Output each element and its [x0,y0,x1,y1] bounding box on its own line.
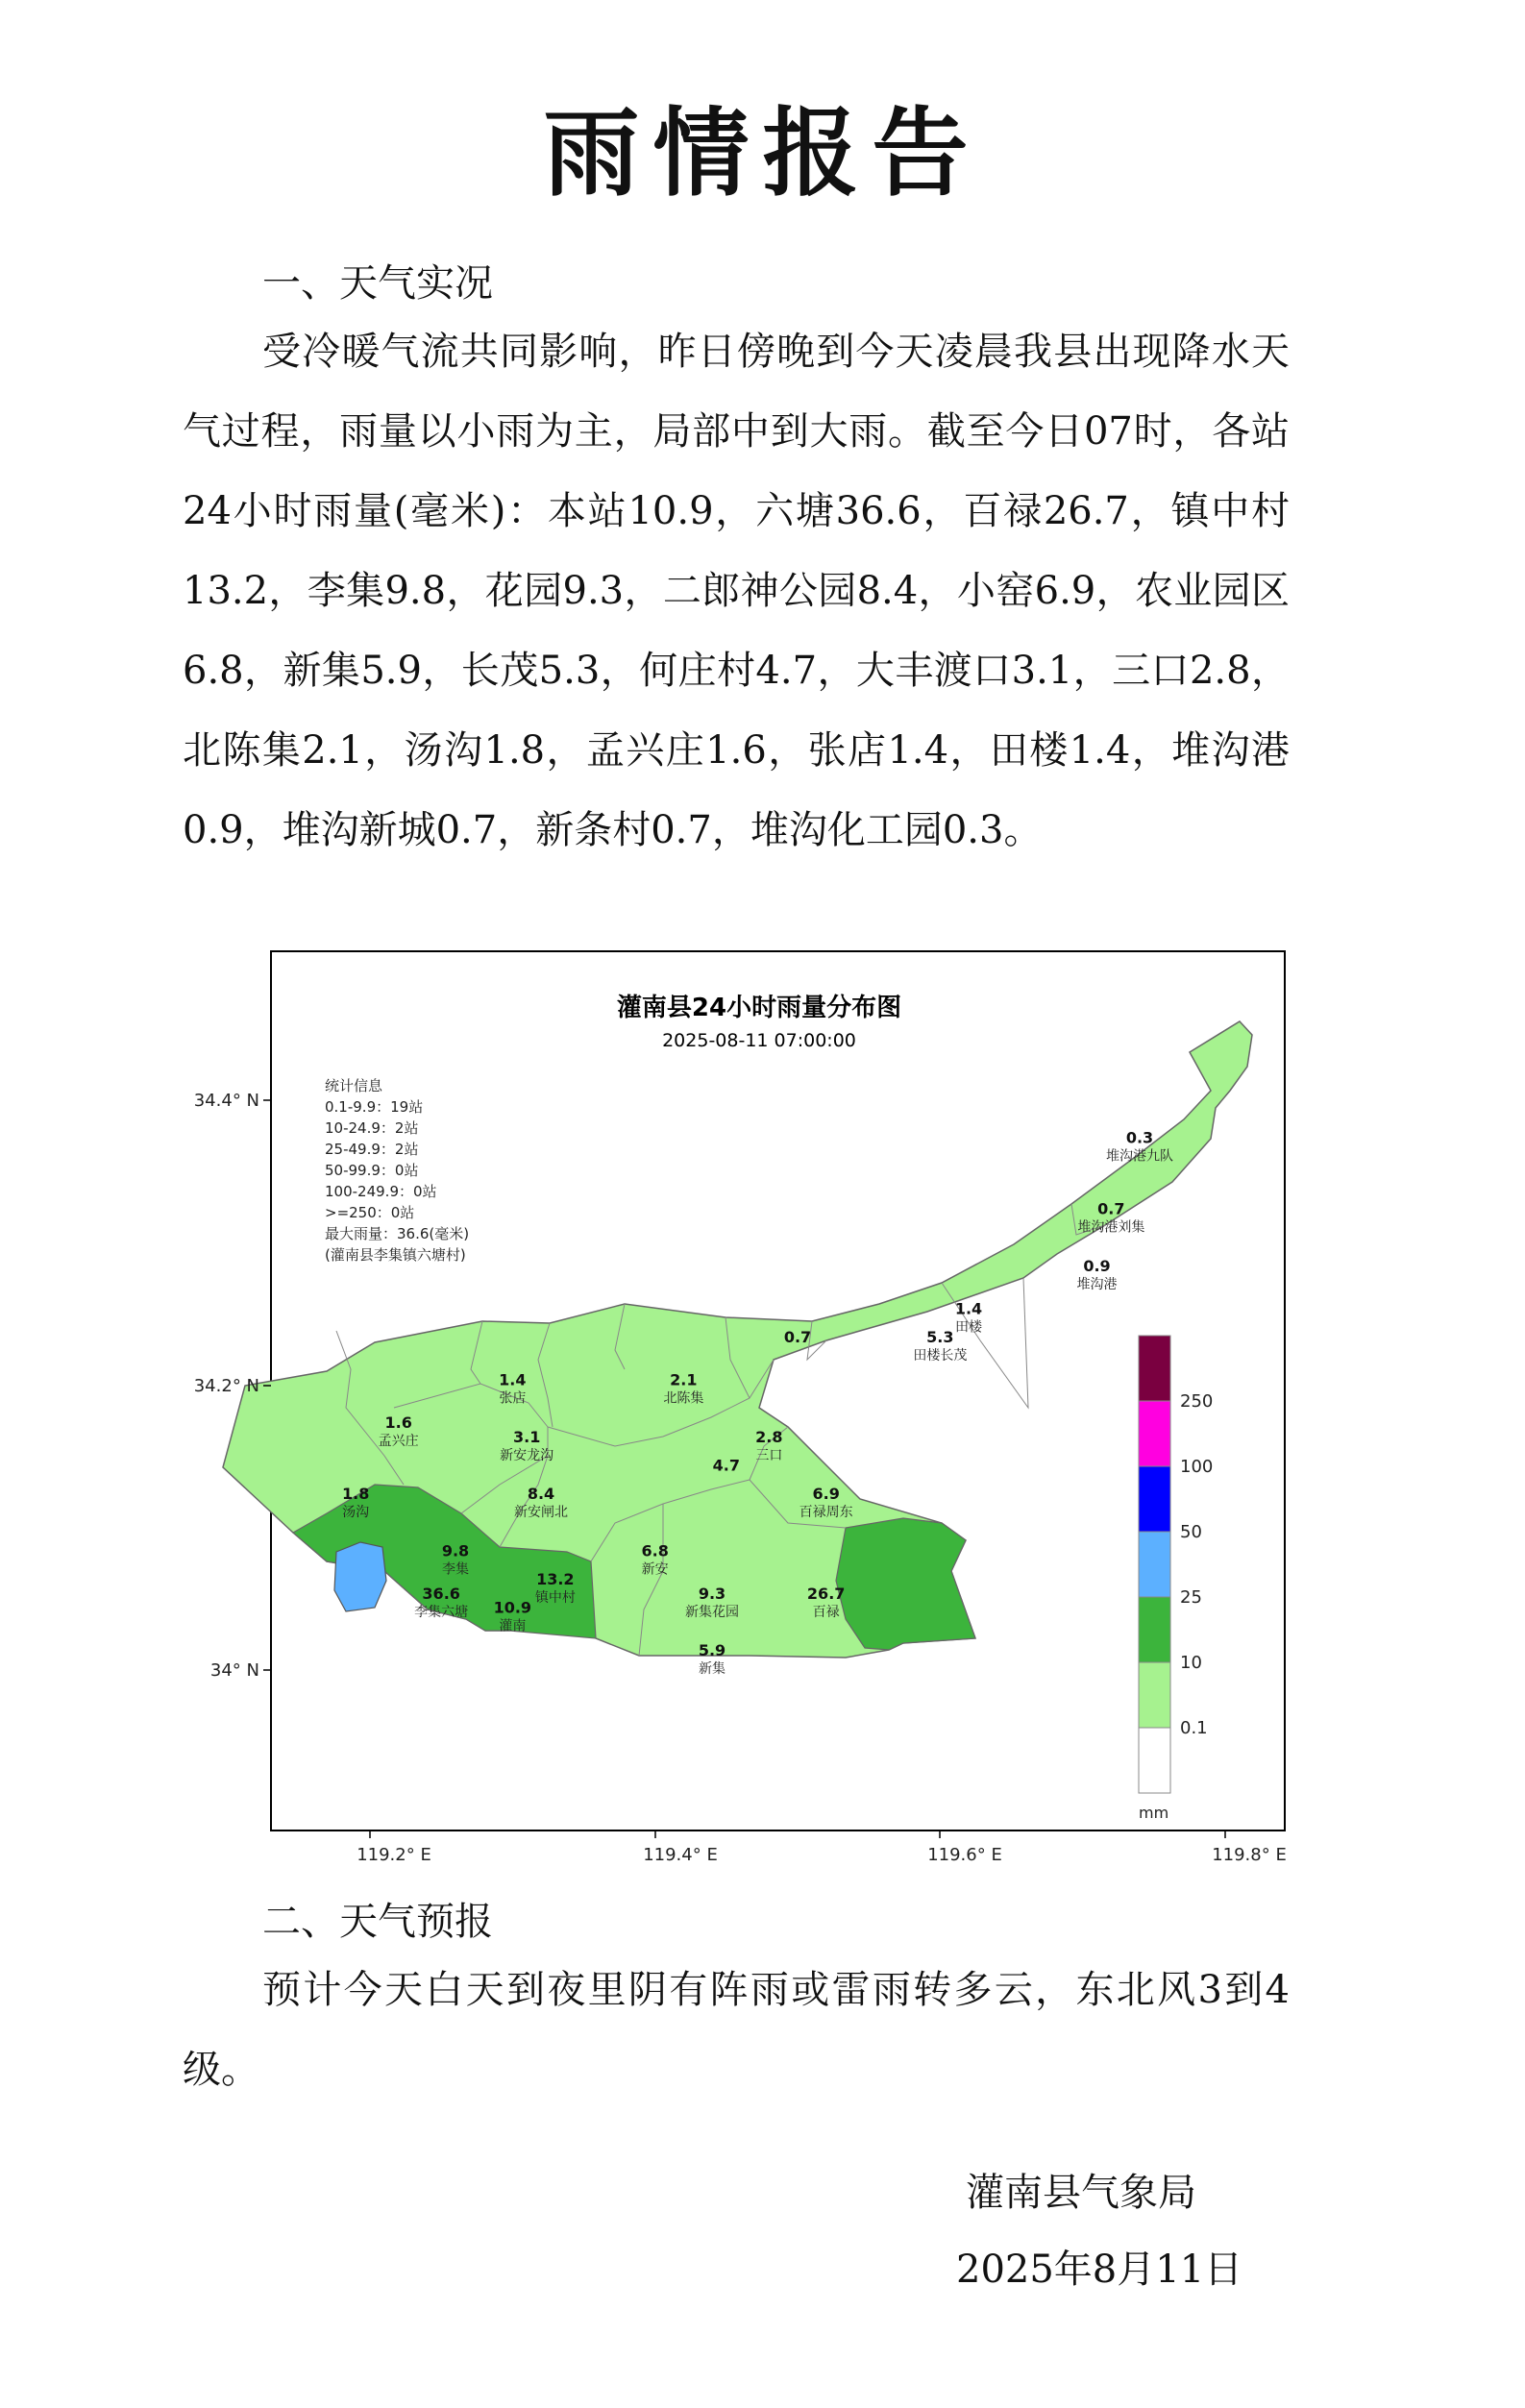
station-value: 0.3 [1125,1128,1154,1147]
legend-color-box [1139,1662,1170,1728]
section2-paragraph: 预计今天白天到夜里阴有阵雨或雷雨转多云，东北风3到4级。 [183,1968,1290,2092]
station-value: 1.6 [384,1413,412,1432]
station-name: 堆沟港刘集 [1077,1219,1145,1236]
station-name: 田楼长茂 [913,1348,968,1364]
rainfall-map-figure [193,946,1307,1873]
legend-label: 250 [1180,1391,1214,1412]
stats-line: 最大雨量：36.6(毫米) [325,1225,470,1242]
legend-color-box [1139,1466,1170,1532]
station-name: 新安 [641,1561,669,1578]
stats-line: 50-99.9：0站 [325,1162,419,1179]
legend-color-box [1139,1336,1170,1401]
legend-color-box [1139,1532,1170,1597]
lat-tick-label: 34.4° N [193,1091,259,1111]
station-name: 堆沟港 [1076,1276,1118,1292]
legend-label: 10 [1180,1653,1202,1673]
station-value: 5.3 [926,1328,954,1347]
lon-tick-labels [357,1845,1287,1865]
station-name: 堆沟港九队 [1106,1148,1173,1165]
station-value: 1.8 [341,1485,370,1504]
report-title: 雨情报告 [543,97,982,209]
station-value: 9.8 [441,1541,470,1560]
stats-line: 10-24.9：2站 [325,1119,419,1137]
stats-line: (灌南县李集镇六塘村) [325,1246,466,1264]
station-value: 6.8 [641,1541,669,1560]
station-value: 5.9 [698,1641,726,1660]
station-value: 3.1 [512,1427,541,1446]
section1-paragraph: 受冷暖气流共同影响，昨日傍晚到今天凌晨我县出现降水天气过程，雨量以小雨为主，局部中到大雨。截至今日07时，各站24小时雨量(毫米)：本站10.9，六塘36.6，百禄26.7，镇中村13.2，李集9.8，花园9.3，二郎神公园8.4，小窑6.9，农业园区6.8，新集5.9，长茂5.3，何庄村4.7，大丰渡口3.1，三口2.8，北陈集2.1，汤沟1.8，孟兴庄1.6，张店1.4，田楼1.4，堆沟港0.9，堆沟新城0.7，新条村0.7，堆沟化工园0.3。 [183,330,1290,852]
map-title: 灌南县24小时雨量分布图 [616,994,902,1022]
station-name: 李集六塘 [414,1604,469,1620]
station-value: 13.2 [536,1570,575,1589]
signature-org: 灌南县气象局 [966,2171,1196,2215]
lon-tick-label: 119.2° E [357,1845,431,1865]
station-name: 百禄周东 [799,1505,853,1521]
signature-date: 2025年8月11日 [956,2248,1243,2292]
stats-line: 0.1-9.9：19站 [325,1098,424,1116]
station-value: 0.7 [1097,1199,1125,1218]
station-name: 灌南 [499,1618,527,1634]
legend-color-box [1139,1728,1170,1793]
station-value: 0.7 [783,1328,812,1347]
legend-label: 100 [1180,1457,1214,1477]
station-name: 汤沟 [342,1505,370,1521]
legend-label: 25 [1180,1587,1202,1608]
stats-line: >=250：0站 [325,1204,415,1221]
stats-line: 100-249.9：0站 [325,1183,437,1200]
legend-color-box [1139,1401,1170,1466]
lon-tick-label: 119.4° E [643,1845,718,1865]
station-name: 新集 [699,1661,726,1678]
station-name: 百禄 [812,1604,840,1620]
station-name: 镇中村 [534,1590,576,1607]
station-value: 0.9 [1083,1256,1111,1275]
lat-tick-labels [194,1091,259,1681]
station-value: 4.7 [712,1456,741,1475]
station-value: 2.8 [755,1427,783,1446]
lat-tick-label: 34.2° N [193,1376,259,1396]
lon-tick-label: 119.6° E [927,1845,1002,1865]
station-value: 26.7 [806,1584,846,1603]
station-value: 9.3 [698,1584,726,1603]
legend-label: 50 [1180,1522,1202,1542]
station-name: 孟兴庄 [378,1433,419,1449]
station-name: 北陈集 [663,1390,704,1407]
station-name: 新安闸北 [514,1505,568,1521]
station-value: 6.9 [812,1485,840,1504]
station-value: 1.4 [954,1299,983,1318]
lat-tick-label: 34° N [209,1660,259,1681]
station-name: 三口 [755,1447,783,1463]
station-name: 李集 [442,1561,469,1578]
legend-color-box [1139,1597,1170,1662]
station-value: 36.6 [422,1584,460,1603]
station-name: 田楼 [955,1319,982,1336]
section1-heading: 一、天气实况 [262,261,493,306]
station-value: 1.4 [499,1370,527,1389]
section2-heading: 二、天气预报 [262,1900,493,1944]
station-value: 2.1 [670,1370,698,1389]
station-name: 新集花园 [685,1604,739,1620]
legend-unit: mm [1139,1804,1169,1822]
station-name: 新安龙沟 [500,1447,554,1463]
rainfall-map [193,946,1307,1869]
station-value: 10.9 [493,1598,532,1617]
stats-line: 25-49.9：2站 [325,1141,419,1158]
legend-label: 0.1 [1180,1718,1208,1738]
station-name: 张店 [499,1390,527,1407]
map-datetime: 2025-08-11 07:00:00 [662,1030,856,1051]
station-value: 8.4 [527,1485,555,1504]
region-mid-green-east [836,1518,975,1650]
lon-tick-label: 119.8° E [1212,1845,1287,1865]
stats-line: 统计信息 [325,1077,383,1094]
